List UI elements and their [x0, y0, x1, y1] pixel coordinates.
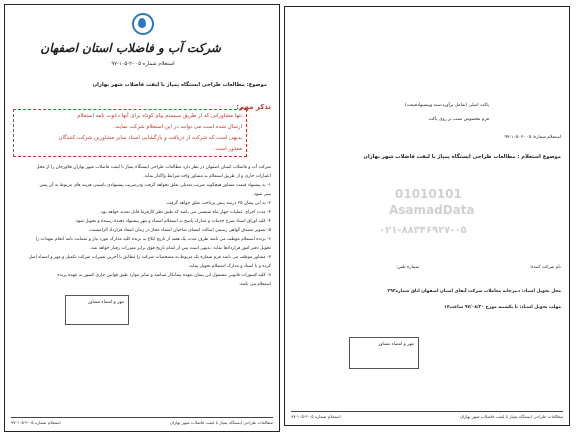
envelope-header: پاکت اصلی (شامل برآورد،سند وپیشنهادقیمت): [404, 103, 489, 108]
body-line: بینی شود.: [252, 192, 271, 197]
subject-line: موضوع: مطالعات طراحی ایستگاه پمپاژ با لیفت فاضلاب شهر بهاران: [92, 82, 267, 88]
consultant-stamp-box: [349, 337, 419, 369]
body-line: ۸- کلیه کسورات قانونی مشمول این پیمان بعهده پیمانکار میباشد و سایر موارد طبق قوانین جاری کشور به عهده برنده: [57, 273, 271, 278]
participant-name-label: نام شرکت کننده:: [529, 265, 561, 270]
body-line: ۱- به پیشنهاد قیمت مشاور هیچگونه ضریب تعدیلی تعلق نخواهد گرفت ودرضریب پیشنهادی بایستی هزینه های مربوط به آن پیش: [39, 183, 271, 188]
watermark-phone: ۰۲۱-۸۸۳۴۶۹۲۷-۰۵: [379, 225, 467, 236]
body-line: کرده و با اسناد و مدارک استعلام تحویل نماید.: [188, 264, 271, 269]
footer-inquiry: استعلام شماره ۰۵-۲-۱۰۵-۹۷: [11, 420, 61, 425]
inquiry-number: استعلام شماره: ۰۵ -۲ -۱۰۵-۹۷: [504, 135, 561, 140]
page-footer: [11, 417, 273, 425]
body-line: اعتبارات جاری و از طریق استعلام به مشاور واجد شرایط واگذار نماید.: [143, 174, 271, 179]
body-line: ۵- تصویر مصدق گواهی رسمی اصالت امضای صاحبان امضاء مجاز در زمان انعقاد قرارداد الزامیست.: [88, 228, 271, 233]
watermark-code: 01010101: [395, 187, 462, 201]
body-line: ۳- مدت اجرای عملیات چهار ماه شمسی می باشد که طبق نظر کارفرما قابل تمدید خواهد بود.: [99, 210, 271, 215]
notice-line: معذور است.: [213, 146, 242, 152]
body-line: شرکت آب و فاضلاب استان اصفهان در نظر دارد مطالعات طراحی ایستگاه پمپاژ با لیفت فاضلاب شهر بهاران فلاورجان را از محل: [36, 165, 271, 170]
envelope-header: فرم مخصوص نصب بر روی پاکت: [428, 117, 489, 122]
inquiry-document-page: [4, 4, 280, 432]
footer-inquiry: استعلام شماره ۰۵-۲-۱۰۵-۹۷: [291, 414, 341, 419]
envelope-form-page: [284, 6, 570, 426]
phone-label: شماره تلفن:: [395, 265, 419, 270]
footer-subject: مطالعات طراحی ایستگاه پمپاژ با لیفت فاضلاب شهر بهاران: [169, 420, 273, 425]
notice-line: ارسال شده است می توانند در این استعلام شرکت نمایند.: [113, 124, 242, 130]
notice-line: بدیهی است که شرکت از دریافت و بازگشایی اسناد سایر مشاورین شرکت کنندگان: [58, 135, 242, 141]
body-line: ۲- به این پیمان ۲۵ درصد پیش پرداخت تعلق خواهد گرفت.: [165, 201, 271, 206]
delivery-place: محل تحویل اسناد: دبیرخانه معاملات شرکت آبفای استان اصفهان اتاق شماره۲۹۲: [387, 289, 561, 294]
body-line: ۶- برنده استعلام موظف می باشد ظرف مدت یک هفته از تاریخ ابلاغ به برنده کلیه مدارک مورد نیاز و ضمانت نامه انجام تعهدات را: [35, 237, 271, 242]
page-footer: [291, 411, 563, 419]
subject-line: موضوع استعلام : مطالعات طراحی ایستگاه پمپاژ با لیفت فاضلاب شهر بهاران: [363, 154, 561, 160]
important-notice-box: [13, 109, 247, 157]
footer-subject: مطالعات طراحی ایستگاه پمپاژ با لیفت فاضلاب شهر بهاران: [459, 414, 563, 419]
body-line: ۴- کلیه اوراق اسناد شرح خدمات و مدارک پاسخ به استعلام امضاء و مهر پیشنهاد دهنده رسیده و تحویل شود.: [74, 219, 271, 224]
consultant-stamp-box: [65, 295, 129, 325]
water-company-logo-icon: [132, 13, 154, 35]
body-line: ۷- مشاور موظف می باشد فرم شماره یک مربوط به مشخصات شرکت را مطابق با آخرین تغییرات شرکت تکمیل و مهر و امضاء اصل: [28, 255, 271, 260]
inquiry-number: استعلام شماره ۰۵ -۲-۱۰۵-۹۷: [111, 61, 175, 67]
stamp-label: مهر و امضاء مشاور: [378, 342, 414, 347]
stamp-label: مهر و امضاء مشاور: [88, 300, 124, 305]
watermark-brand: AsamadData: [389, 203, 475, 217]
notice-title: تذکر مهم:: [236, 103, 271, 111]
body-line: تحویل دفتر امور قراردادها نماید. بدیهی است پس از اتمام تاریخ فوق برابر مقررات رفتار خواهد شد.: [89, 246, 271, 251]
company-name: شرکت آب و فاضلاب استان اصفهان: [40, 41, 221, 55]
body-line: استعلام می باشد.: [238, 282, 271, 287]
notice-line: تنها مشاورانی که از طریق سیستم پیام کوتاه برای آنها دعوت نامه استعلام: [77, 113, 242, 119]
deadline: مهلت تحویل اسناد: تا یکشنبه مورخ ۹۷/۰۸/۲۰ ساعت۱۴: [444, 305, 561, 310]
